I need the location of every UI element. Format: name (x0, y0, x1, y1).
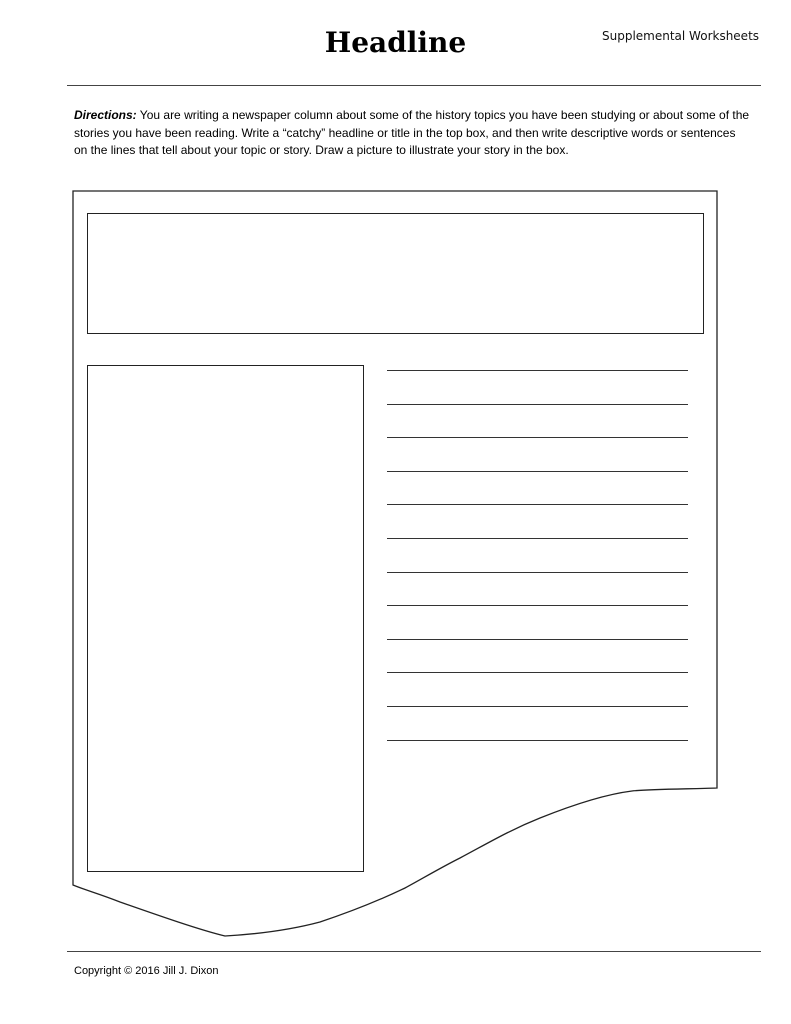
writing-line[interactable] (387, 538, 688, 539)
writing-line[interactable] (387, 504, 688, 505)
writing-line[interactable] (387, 740, 688, 741)
supplemental-worksheets-label: Supplemental Worksheets (602, 29, 760, 43)
writing-line[interactable] (387, 605, 688, 606)
bottom-divider (67, 951, 761, 952)
writing-line[interactable] (387, 471, 688, 472)
writing-line[interactable] (387, 437, 688, 438)
writing-line[interactable] (387, 404, 688, 405)
copyright-footer: Copyright © 2016 Jill J. Dixon (74, 965, 219, 977)
writing-line[interactable] (387, 572, 688, 573)
picture-box[interactable] (87, 365, 364, 872)
writing-line[interactable] (387, 706, 688, 707)
headline-box[interactable] (87, 213, 704, 334)
writing-line[interactable] (387, 370, 688, 371)
directions-lead: Directions: (74, 108, 137, 122)
page-title: Headline (324, 26, 467, 59)
writing-line[interactable] (387, 639, 688, 640)
writing-line[interactable] (387, 672, 688, 673)
directions-text: You are writing a newspaper column about some of the history topics you have been studying or about some of the stories you have been reading. Write a “catchy” headline or title in the top box, and then write descriptive words or sentences on the lines that tell about your topic or story. Draw a picture to illustrate your story in the box. (74, 108, 750, 157)
